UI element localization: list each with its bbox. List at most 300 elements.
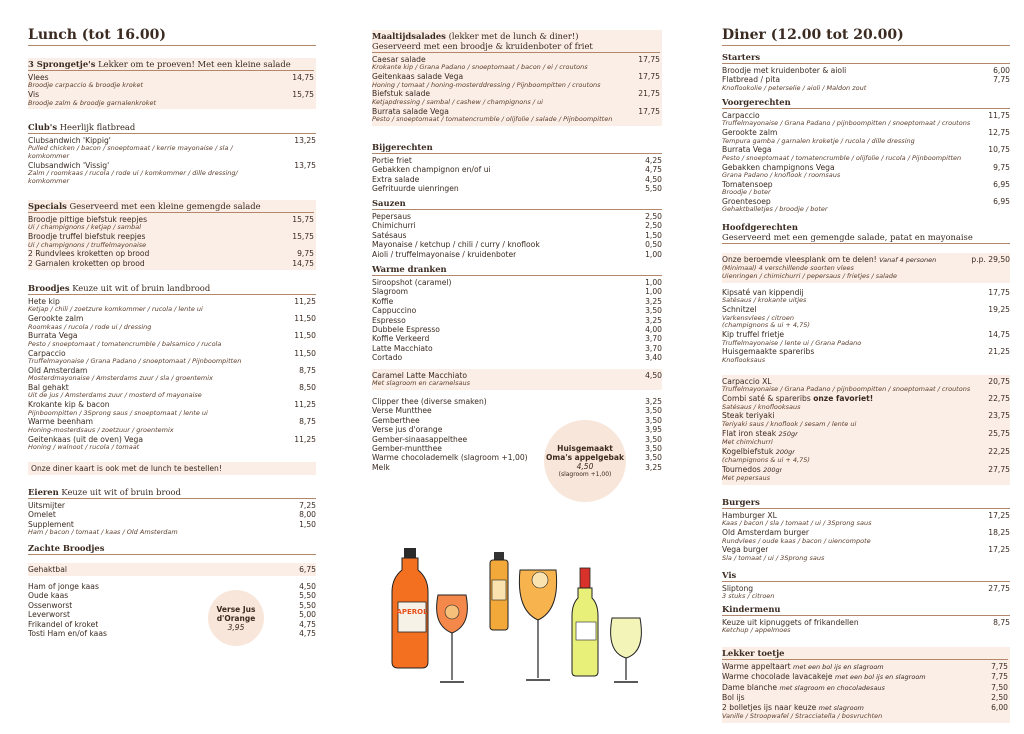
item-name: Caesar salade [372, 55, 426, 64]
section-heading: Kindermenu [722, 604, 1010, 616]
item-extra: met een bol ijs en slagroom [793, 663, 884, 671]
svg-text:APEROL: APEROL [396, 608, 428, 616]
item-price: 17,75 [638, 55, 660, 64]
item-name: Cortado [372, 353, 403, 363]
item-price: 4,00 [645, 325, 662, 335]
item-price: 15,75 [292, 232, 314, 242]
item-list [28, 297, 316, 452]
item-price: 4,50 [645, 174, 662, 184]
menu-item-row [372, 316, 662, 325]
item-desc: Ui / champignons / truffelmayonaise [28, 240, 147, 249]
item-price: 3,50 [645, 415, 662, 425]
item-desc: Knoflookolie / peterselie / aioli / Maldon zout [722, 83, 867, 92]
item-name: Biefstuk salade [372, 89, 431, 99]
vleesplank-box [722, 253, 1010, 283]
item-price: 1,50 [299, 519, 316, 529]
item-desc: (champignons & ui + 4,75) [722, 321, 810, 330]
item-name: Warme chocolade lavacakeje met een bol ijs en slagroom [722, 672, 926, 682]
item-list [28, 501, 316, 529]
item-desc: Honing / tomaat / honing-mosterddressing / Pijnboompitten / croutons [372, 80, 601, 89]
item-name: Gebakken champignons Vega [722, 162, 835, 172]
item-desc: Mosterdmayonaise / Amsterdams zuur / sla / groentemix [28, 374, 213, 383]
item-highlight: onze favoriet! [813, 394, 874, 404]
item-name: Gefrituurde uienringen [372, 184, 459, 194]
gebak-price: 4,50 [576, 462, 594, 471]
salades-section [372, 30, 662, 126]
menu-item-row [372, 344, 662, 353]
item-price: 27,75 [988, 584, 1010, 593]
item-price: 17,25 [988, 511, 1010, 520]
item-price: 8,75 [299, 417, 316, 427]
item-price: 4,75 [299, 629, 316, 639]
menu-item-row [372, 175, 662, 184]
item-list [722, 511, 1010, 563]
item-name: Dubbele Espresso [372, 325, 440, 335]
kinder-section [722, 604, 1010, 635]
item-desc: komkommer [28, 152, 70, 161]
item-price: 2,50 [645, 221, 662, 231]
item-name: Gemberthee [372, 415, 420, 425]
item-name: 2 Rundvlees kroketten op brood [28, 249, 150, 259]
gebak-sub: (slagroom +1,00) [558, 471, 612, 478]
menu-item-row [28, 610, 316, 619]
wine-glass-icon [519, 570, 556, 680]
item-price: p.p. 29,50 [971, 255, 1010, 264]
drinks-illustration [390, 540, 650, 690]
menu-item-row [722, 693, 1008, 702]
item-desc: Knoflooksaus [722, 355, 766, 364]
warme-section [372, 264, 662, 363]
item-price: 3,25 [645, 462, 662, 472]
menu-item-row [372, 397, 662, 406]
item-price: 12,75 [988, 128, 1010, 138]
item-extra: met een bol ijs en slagroom [835, 673, 926, 682]
cocktail-glass-icon [611, 618, 642, 682]
item-extra: met slagroom en chocoladesaus [779, 683, 885, 692]
item-price: 3,50 [645, 444, 662, 454]
menu-item-row [722, 347, 1010, 356]
item-price: 3,25 [645, 397, 662, 406]
item-name: Combi saté & spareribs onze favoriet! [722, 394, 874, 404]
item-price: 11,25 [294, 297, 316, 306]
item-price: 22,75 [988, 394, 1010, 404]
item-desc: Met chimichurri [722, 438, 773, 447]
item-name: Steak teriyaki [722, 411, 775, 421]
item-desc: Met slagroom en caramelsaus [372, 379, 470, 388]
item-name: Kipsaté van kippendij [722, 288, 804, 297]
item-name: Old Amsterdam [28, 365, 88, 375]
item-price: 11,25 [294, 434, 316, 444]
item-name: Geitenkaas salade Vega [372, 72, 464, 82]
menu-item-row [28, 510, 316, 519]
section-heading: Maaltijdsalades (lekker met de lunch & diner!) Geserveerd met een broodje & kruidenboter of friet [372, 31, 660, 53]
voorgerechten-section [722, 97, 1010, 214]
bijgerechten-section [372, 142, 662, 194]
jus-title: Verse Jus d'Orange [216, 604, 256, 623]
item-price: 9,75 [993, 162, 1010, 172]
item-name: Tosti Ham en/of kaas [28, 629, 107, 639]
item-extra: met slagroom [818, 703, 864, 712]
item-desc: Varkensvlees / citroen [722, 313, 795, 322]
menu-item-row [722, 672, 1008, 682]
item-price: 8,50 [299, 383, 316, 393]
item-price: 14,75 [988, 330, 1010, 340]
menu-item-row [372, 240, 662, 249]
item-desc: Honing / walnoot / rucola / tomaat [28, 443, 140, 452]
item-price: 18,25 [988, 528, 1010, 538]
menu-item-row [372, 165, 662, 174]
item-price: 1,00 [645, 249, 662, 259]
item-name: Warme chocolademelk (slagroom +1,00) [372, 453, 528, 463]
item-extra: 200gr [775, 447, 795, 456]
item-desc: Teriyaki saus / knoflook / sesam / lente ui [722, 419, 857, 428]
menu-item-row [28, 629, 316, 638]
item-name: Verse Muntthee [372, 406, 432, 416]
section-heading: Bijgerechten [372, 142, 662, 154]
item-list [722, 584, 1010, 601]
item-price: 7,75 [991, 662, 1008, 671]
item-desc: komkommer [28, 177, 70, 186]
gebak-title: Huisgemaakt Oma's appelgebak [546, 444, 624, 462]
section-heading: 3 Sprongetje's Lekker om te proeven! Met een kleine salade [28, 59, 314, 71]
item-list [28, 215, 314, 268]
item-price: 3,70 [645, 334, 662, 344]
item-price: 11,50 [294, 331, 316, 341]
item-name: Huisgemaakte spareribs [722, 347, 815, 357]
item-list [372, 278, 662, 363]
item-desc: Zalm / roomkaas / rucola / rode ui / komkommer / dille dressing/ [28, 169, 238, 178]
item-name: Gehaktbal [28, 565, 67, 574]
item-name: Slagroom [372, 287, 409, 297]
item-name: Onze beroemde vleesplank om te delen! Vanaf 4 personen [722, 255, 937, 264]
menu-item-row [28, 259, 314, 268]
item-name: Caramel Latte Macchiato [372, 371, 468, 380]
item-name: Siroopshot (caramel) [372, 278, 452, 287]
item-price: 27,75 [988, 465, 1010, 475]
item-list [722, 66, 1010, 93]
menu-item-row [372, 353, 662, 362]
item-list [722, 111, 1010, 214]
menu-item-row [372, 221, 662, 230]
item-price: 11,50 [294, 314, 316, 324]
item-price: 17,75 [638, 106, 660, 116]
item-list [372, 156, 662, 194]
item-list [28, 73, 314, 107]
item-price: 3,50 [645, 453, 662, 463]
item-desc: Krokante kip / Grana Padano / snoeptomaat / bacon / ei / croutons [372, 63, 588, 72]
menu-item-row [372, 212, 662, 221]
item-name: Chimichurri [372, 221, 416, 231]
item-desc: Satésaus / knoflooksaus [722, 402, 801, 411]
item-name: Carpaccio [722, 111, 760, 120]
section-heading: Specials Geserveerd met een kleine gemengde salade [28, 201, 314, 213]
item-list [28, 582, 316, 638]
item-price: 23,75 [988, 411, 1010, 421]
item-name: Burrata salade Vega [372, 106, 449, 116]
item-price: 4,50 [299, 582, 316, 591]
item-name: Flatbread / pita [722, 75, 780, 85]
item-price: 2,50 [645, 212, 662, 221]
item-desc: Truffelmayonaise / lente ui / Grana Padano [722, 338, 862, 347]
item-price: 21,75 [638, 89, 660, 99]
section-heading: Club's Heerlijk flatbread [28, 122, 316, 134]
burgers-section [722, 497, 1010, 563]
item-name: Kogelbiefstuk 200gr [722, 446, 795, 456]
menu-item-row [28, 620, 316, 629]
item-name: Supplement [28, 519, 74, 529]
hoofd-section [722, 222, 1010, 246]
item-desc: Truffelmayonaise / Grana Padano / pijnboompitten / snoeptomaat / croutons [722, 385, 971, 394]
item-name: Sliptong [722, 584, 754, 593]
menu-item-row [372, 287, 662, 296]
item-name: Dame blanche met slagroom en chocoladesaus [722, 682, 885, 692]
item-price: 6,75 [299, 565, 316, 574]
item-desc: Pijnboompitten / 3Sprong saus / snoeptomaat / lente ui [28, 408, 208, 417]
item-list [722, 662, 1008, 713]
item-name: Pepersaus [372, 212, 411, 221]
item-desc: Pesto / snoeptomaat / tomatencrumble / balsamico / rucola [28, 339, 222, 348]
item-name: Keuze uit kipnuggets of frikandellen [722, 618, 859, 627]
item-price: 15,75 [292, 90, 314, 100]
item-name: Omelet [28, 510, 56, 520]
item-name: Gerookte zalm [722, 128, 778, 138]
menu-item-row [28, 565, 316, 574]
item-desc: Roomkaas / rucola / rode ui / dressing [28, 322, 152, 331]
item-price: 3,50 [645, 306, 662, 316]
eieren-section [28, 487, 316, 537]
item-name: Broodje met kruidenboter & aioli [722, 66, 847, 75]
section-heading: Eieren Keuze uit wit of bruin brood [28, 487, 316, 499]
item-price: 5,50 [299, 591, 316, 601]
item-price: 3,50 [645, 434, 662, 444]
liqueur-bottle-icon [490, 552, 508, 630]
item-price: 19,25 [988, 305, 1010, 315]
jus-price: 3,95 [227, 622, 245, 632]
item-list [372, 55, 660, 124]
item-name: Ossenworst [28, 600, 73, 610]
item-desc: Gehaktballetjes / broodje / boter [722, 205, 828, 214]
menu-item-row [372, 297, 662, 306]
jus-circle [208, 590, 264, 646]
item-name: 2 Garnalen kroketten op brood [28, 258, 145, 268]
section-heading: Burgers [722, 497, 1010, 509]
item-name: Oude kaas [28, 591, 69, 601]
item-price: 8,00 [299, 510, 316, 520]
item-name: Extra salade [372, 174, 420, 184]
menu-item-row [372, 416, 662, 425]
item-price: 22,25 [988, 446, 1010, 456]
item-price: 8,75 [299, 365, 316, 375]
item-name: Burrata Vega [722, 145, 772, 155]
item-price: 17,75 [988, 288, 1010, 297]
item-price: 6,00 [991, 702, 1008, 712]
section-heading: Zachte Broodjes [28, 543, 316, 555]
item-price: 8,75 [993, 618, 1010, 627]
menu-item-row [28, 249, 314, 258]
item-name: Koffie Verkeerd [372, 334, 430, 344]
item-desc: Pulled chicken / bacon / snoeptomaat / kerrie mayonaise / sla / [28, 144, 233, 153]
item-price: 11,75 [988, 111, 1010, 120]
item-name: Satésaus [372, 230, 407, 240]
item-name: Geitenkaas (uit de oven) Vega [28, 434, 144, 444]
item-price: 13,25 [294, 136, 316, 145]
item-price: 3,40 [645, 353, 662, 363]
menu-item-row [722, 66, 1010, 75]
item-price: 17,25 [988, 545, 1010, 555]
item-price: 3,70 [645, 343, 662, 353]
item-name: Bol ijs [722, 693, 745, 703]
item-price: 1,50 [645, 230, 662, 240]
item-name: Frikandel of kroket [28, 619, 99, 629]
item-price: 11,25 [294, 400, 316, 410]
menu-item-row [372, 156, 662, 165]
item-desc: Pesto / snoeptomaat / tomatencrumble / olijfolie / salade / Pijnboompitten [372, 115, 613, 124]
clubs-section [28, 122, 316, 186]
hoofd-group2 [722, 375, 1010, 485]
section-heading: Broodjes Keuze uit wit of bruin landbrood [28, 283, 316, 295]
menu-item-row [372, 325, 662, 334]
zachte-list-section [28, 582, 316, 638]
item-list [722, 377, 1010, 483]
item-price: 6,95 [993, 197, 1010, 207]
item-price: 4,75 [299, 619, 316, 629]
sauzen-section [372, 198, 662, 259]
vis-section [722, 570, 1010, 601]
item-price: 11,50 [294, 348, 316, 358]
item-name: 2 bolletjes ijs naar keuze met slagroom [722, 702, 864, 712]
menu-item-row [372, 334, 662, 343]
broodjes-section [28, 283, 316, 452]
item-desc: Honing-mosterdsaus / zoetzuur / groentemix [28, 425, 174, 434]
section-heading: Vis [722, 570, 1010, 582]
item-name: Mayonaise / ketchup / chili / curry / knoflook [372, 240, 540, 250]
item-price: 7,50 [991, 682, 1008, 692]
item-price: 15,75 [292, 215, 314, 224]
item-name: Kip truffel frietje [722, 330, 784, 340]
item-desc: Grana Padano / knoflook / roomsaus [722, 171, 841, 180]
menu-item-row [722, 683, 1008, 693]
item-name: Aioli / truffelmayonaise / kruidenboter [372, 249, 517, 259]
item-desc: Truffelmayonaise / Grana Padano / pijnboompitten / snoeptomaat / croutons [722, 119, 971, 128]
item-price: 5,50 [645, 184, 662, 194]
eieren-desc: Ham / bacon / tomaat / kaas / Old Amsterdam [28, 528, 178, 537]
item-desc: Truffelmayonaise / Grana Padano / snoeptomaat / Pijnboompitten [28, 357, 242, 366]
caramel-box [372, 369, 662, 390]
item-price: 14,75 [292, 73, 314, 82]
item-price: 7,25 [299, 501, 316, 510]
item-price: 20,75 [988, 377, 1010, 386]
item-name: Portie friet [372, 156, 412, 165]
item-price: 4,75 [645, 165, 662, 175]
item-name: Old Amsterdam burger [722, 528, 810, 538]
item-name: Vlees [28, 73, 49, 82]
lekker-desc: Vanille / Stroopwafel / Stracciatella / bosvruchten [722, 712, 883, 721]
item-price: 5,50 [299, 600, 316, 610]
item-extra: 250gr [778, 429, 798, 438]
item-list [28, 136, 316, 186]
item-desc: Satésaus / krokante uitjes [722, 296, 807, 305]
item-price: 5,00 [299, 610, 316, 620]
item-name: Vega burger [722, 545, 769, 555]
item-desc: Rundvlees / oude kaas / bacon / uiencompote [722, 536, 871, 545]
item-extra: 200gr [763, 466, 783, 475]
section-heading: Starters [722, 52, 1010, 64]
item-desc: Met pepersaus [722, 474, 771, 483]
item-list [722, 618, 1010, 635]
item-name: Gebakken champignon en/of ui [372, 165, 491, 175]
item-name: Gember-sinaasappelthee [372, 434, 468, 444]
item-name: Warme appeltaart met een bol ijs en slagroom [722, 662, 884, 671]
item-name: Carpaccio XL [722, 377, 772, 386]
section-heading: Sauzen [372, 198, 662, 210]
item-price: 4,50 [645, 371, 662, 380]
item-desc: Uit de jus / Amsterdams zuur / mosterd of mayonaise [28, 391, 202, 400]
section-heading: Warme dranken [372, 264, 662, 276]
item-price: 4,25 [645, 156, 662, 165]
menu-item-row [28, 582, 316, 591]
spritz-glass-icon [437, 595, 468, 682]
menu-item-row [372, 306, 662, 315]
item-price: 6,00 [993, 66, 1010, 75]
item-name: Warme beenham [28, 417, 93, 427]
item-desc: (Minimaal) 4 verschillende soorten vlees [722, 264, 854, 273]
item-price: 6,95 [993, 179, 1010, 189]
item-name: Hete kip [28, 297, 60, 306]
item-name: Schnitzel [722, 305, 757, 315]
item-price: 1,00 [645, 287, 662, 297]
hoofd-group1 [722, 288, 1010, 365]
item-name: Latte Macchiato [372, 343, 433, 353]
menu-item-row [372, 406, 662, 415]
item-name: Clubsandwich 'Kippig' [28, 136, 111, 145]
sprongetjes-section [28, 58, 316, 109]
item-desc: Tempura gamba / garnalen kroketje / rucola / dille dressing [722, 136, 915, 145]
item-price: 21,25 [988, 347, 1010, 357]
item-price: 10,75 [988, 145, 1010, 155]
item-price: 2,50 [991, 693, 1008, 703]
item-name: Tomatensoep [722, 179, 773, 189]
item-name: Flat iron steak 250gr [722, 428, 798, 438]
item-desc: (champignons & ui + 4,75) [722, 456, 810, 465]
item-desc: Ui / champignons / ketjap / sambal [28, 223, 142, 232]
item-price: 13,75 [294, 161, 316, 170]
menu-item-row [372, 278, 662, 287]
item-name: Tournedos 200gr [722, 465, 783, 475]
item-name: Carpaccio [28, 348, 66, 358]
item-name: Hamburger XL [722, 511, 777, 520]
starters-section [722, 52, 1010, 93]
item-desc: Ketchup / appelmoes [722, 626, 791, 635]
zachte-section [28, 543, 316, 557]
item-desc: Ketjap / chili / zoetzure komkommer / rucola / lente ui [28, 305, 203, 314]
item-name: Espresso [372, 315, 406, 325]
item-name: Clipper thee (diverse smaken) [372, 397, 487, 406]
item-desc: Broodje zalm & broodje garnalenkroket [28, 98, 157, 107]
section-heading: Voorgerechten [722, 97, 1010, 109]
item-price: 25,75 [988, 428, 1010, 438]
item-desc: Ketjapdressing / sambal / cashew / champignons / ui [372, 97, 543, 106]
item-price: 14,75 [292, 258, 314, 268]
item-desc: Broodje / boter [722, 188, 771, 197]
item-name: Verse jus d'orange [372, 425, 443, 435]
menu-item-row [372, 184, 662, 193]
item-price: 9,75 [297, 249, 314, 259]
item-name: Burrata Vega [28, 331, 78, 341]
menu-item-row [372, 231, 662, 240]
menu-item-row [28, 591, 316, 600]
item-name: Koffie [372, 296, 394, 306]
gehaktbal-row-box [28, 563, 316, 576]
